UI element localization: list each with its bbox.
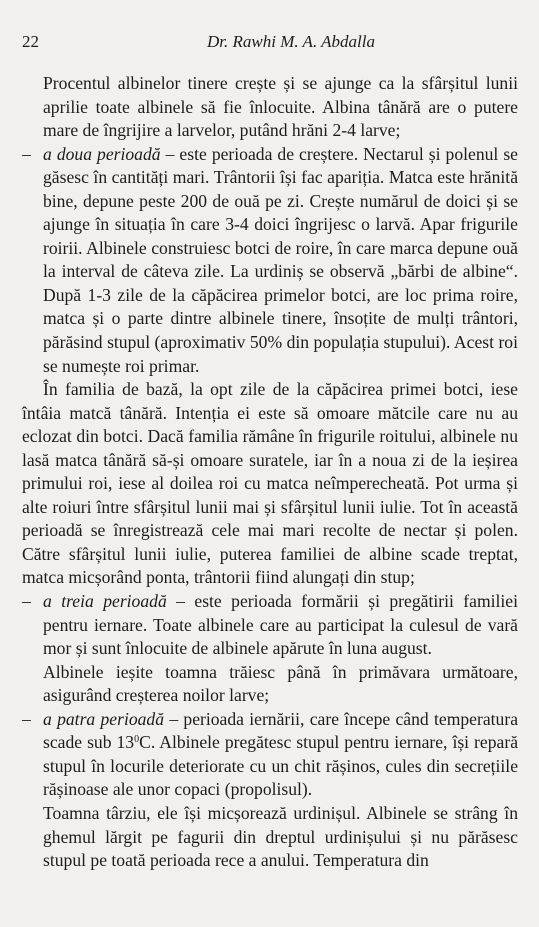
list-item-fourth-period [22,708,518,802]
term-third-period: a treia perioadă [43,591,167,612]
body-text [22,72,518,873]
paragraph-intro: Procentul albinelor tinere crește și se ajunge ca la sfârșitul lunii aprilie toate albinele să fie înlocuite. Albina tânără are o putere mare de îngrijire a larvelor, putând hrăni 2-4 larve; [43,73,518,141]
degree-superscript: 0 [134,734,140,746]
item-text: – este perioada formării și pregătirii familiei pentru iernare. Toate albinele care au participat la culesul de vară mor și sunt înlocuite de albinele apărute în luna august. [43,591,518,659]
term-second-period: a doua perioadă [43,143,161,164]
paragraph-base-family: În familia de bază, la opt zile de la căpăcirea primei botci, iese întâia matcă tânără. Intenția ei este să omoare mătcile care nu au eclozat din botci. Dacă familia rămâne în frigurile roitului, albinele nu lasă matca tânără să-și omoare suratele, iar în a noua zi de la ieșirea primului roi, iese al doilea roi cu matca neîmperecheată. Pot urma și alte roiuri între sfârșitul lunii mai și sfârșitul lunii iulie. Tot în această perioadă se înregistrează cele mai mari recolte de nectar și polen. Către sfârșitul lunii iulie, puterea familiei de albine scade treptat, matca micșorând ponta, trântorii fiind alungați din stup; [22,379,518,588]
running-head: Dr. Rawhi M. A. Abdalla [207,32,375,51]
item-text: – perioada iernării, care începe când temperatura scade sub 13 [43,708,519,753]
paragraph-autumn-bees: Albinele ieșite toamna trăiesc până în primăvara următoare, asigurând creșterea noilor larve; [43,661,518,706]
item-text: – este perioada de creștere. Nectarul și polenul se găsesc în cantități mari. Trântorii își fac apariția. Matca este hrănită bine, depune peste 200 de ouă pe zi. Crește numărul de doici și se ajunge în situația în care 3-4 doici îngrijesc o larvă. Apar frigurile roirii. Albinele construiesc botci de roire, în care marca depune ouă la interval de câteva zile. La urdiniș se observă „bărbi de albine“. După 1-3 zile de la căpăcirea primelor botci, are loc prima roire, matca și o parte dintre albinele tinere, însoțite de mulți trântori, părăsind stupul (aproximativ 50% din populația stupului). Acest roi se numește roi primar. [43,143,518,376]
term-fourth-period: a patra perioadă [43,708,165,729]
item-text-continued: C. Albinele pregătesc stupul pentru iernare, își repară stupul în locurile deteriorate cu un chit rășinos, cules din secrețiile rășinoase ale unor copaci (propolisul). [43,732,518,800]
list-item-second-period [22,143,518,378]
page-header [22,32,517,56]
list-dash: – [22,143,31,164]
paragraph-late-autumn: Toamna târziu, ele își micșorează urdinișul. Albinele se strâng în ghemul lărgit pe fagurii din dreptul urdinișului și nu părăsesc stupul pe toată perioada rece a anului. Temperatura din [43,802,518,871]
list-item-third-period [22,590,518,661]
list-dash: – [22,708,31,729]
page-number: 22 [22,32,39,51]
list-dash: – [22,591,31,612]
